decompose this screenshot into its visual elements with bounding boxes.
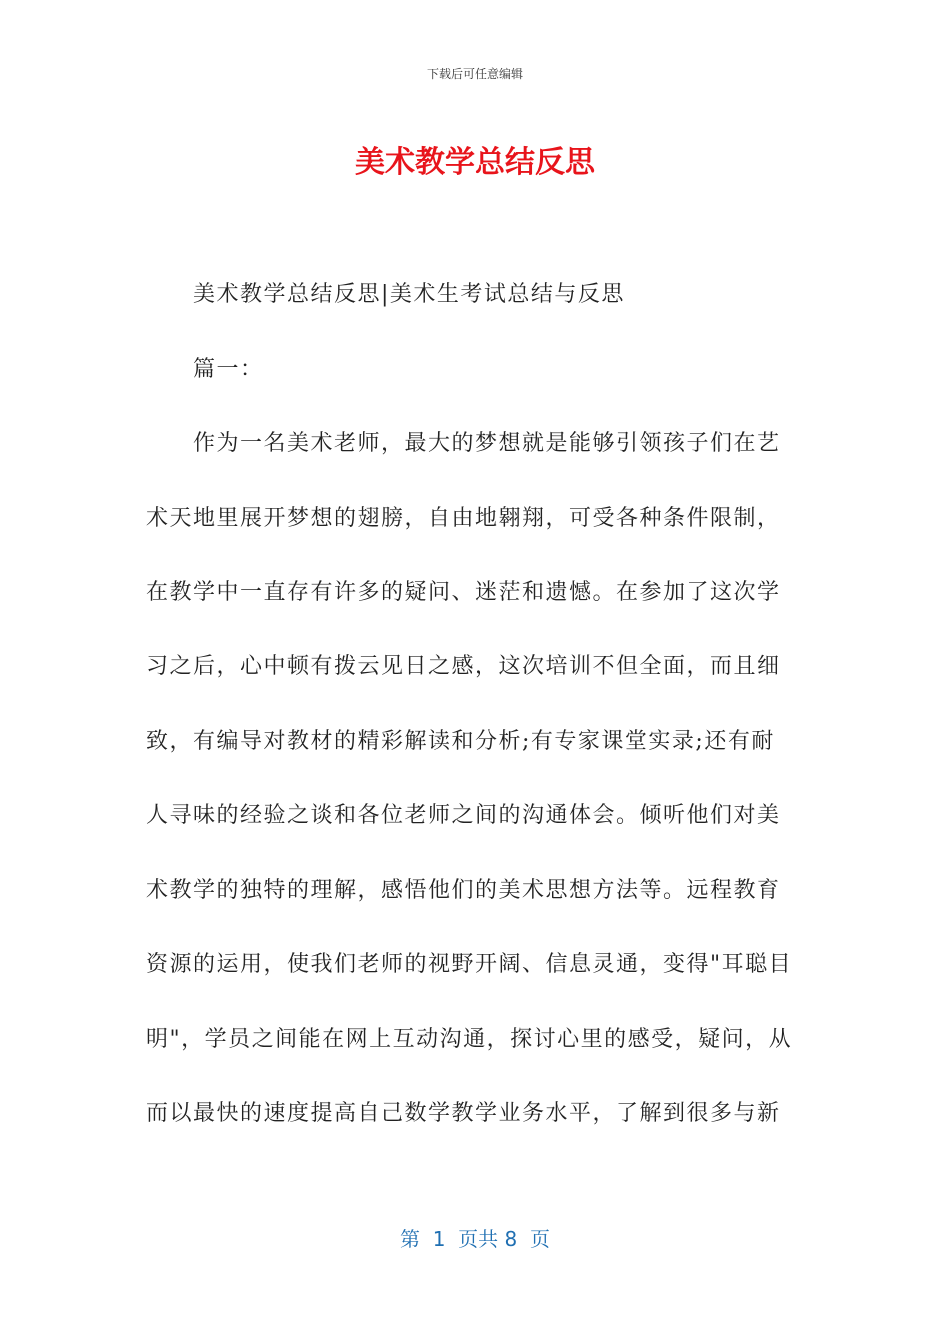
page-header-note: 下载后可任意编辑	[426, 67, 523, 81]
page-number-footer: 第 1 页共 8 页	[400, 1227, 550, 1251]
document-title: 美术教学总结反思	[355, 145, 595, 180]
body-line: 资源的运用，使我们老师的视野开阔、信息灵通，变得"耳聪目	[146, 952, 793, 977]
document-subtitle: 美术教学总结反思|美术生考试总结与反思	[193, 282, 625, 307]
section-label: 篇一：	[193, 357, 264, 382]
body-line: 致，有编导对教材的精彩解读和分析;有专家课堂实录;还有耐	[146, 729, 775, 754]
body-line: 明"，学员之间能在网上互动沟通，探讨心里的感受，疑问，从	[146, 1027, 793, 1052]
body-line: 在教学中一直存有许多的疑问、迷茫和遗憾。在参加了这次学	[146, 580, 781, 605]
body-line: 人寻味的经验之谈和各位老师之间的沟通体会。倾听他们对美	[146, 803, 781, 828]
body-line: 而以最快的速度提高自己数学教学业务水平，了解到很多与新	[146, 1101, 781, 1126]
body-line: 作为一名美术老师，最大的梦想就是能够引领孩子们在艺	[193, 431, 781, 456]
body-line: 习之后，心中顿有拨云见日之感，这次培训不但全面，而且细	[146, 654, 781, 679]
body-line: 术教学的独特的理解，感悟他们的美术思想方法等。远程教育	[146, 878, 781, 903]
body-line: 术天地里展开梦想的翅膀，自由地翱翔，可受各种条件限制，	[146, 506, 781, 531]
